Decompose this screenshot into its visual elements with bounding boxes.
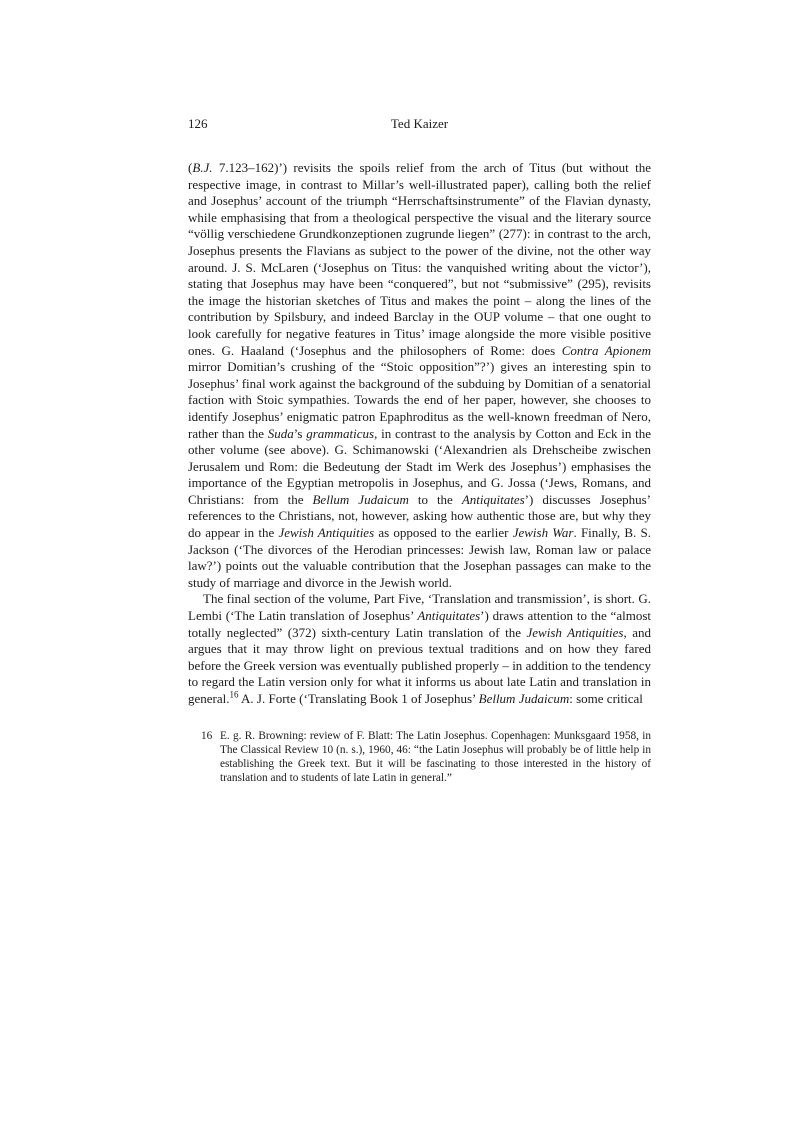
page-number: 126	[188, 116, 208, 131]
text-run: Jewish Antiquities,	[526, 624, 627, 640]
text-run: Suda	[267, 425, 294, 441]
running-head: Ted Kaizer	[390, 116, 449, 131]
text-run: ’) draws attention to the “almost totally neglected” (372) sixth-century Latin translation of the	[188, 608, 651, 640]
footnote	[188, 729, 651, 786]
footnote-reference: 16	[229, 689, 239, 700]
text-run: . Finally, B. S. Jackson (‘The divorces of the Herodian princesses: Jewish law, Roman law or palace law?’) points out the valuable contribution that the Josephan passages can make to the study of marriage and divorce in the Jewish world.	[188, 525, 651, 590]
text-run: 7.123–162)’) revisits the spoils relief from the arch of Titus (but without the respective image, in contrast to Millar’s well-illustrated paper), calling both the relief and Josephus’ account of the triumph “Herrschaftsinstrumente” of the Flavian dynasty, while emphasising that from a theological perspective the visual and the literary source “völlig verschiedene Grundkonzeptionen zugrunde liegen” (277): in contrast to the arch, Josephus presents the Flavians as subject to the power of the divine, not the other way around. J. S. McLaren (‘Josephus on Titus: the vanquished writing about the victor’), stating that Josephus may have been “conquered”, but not “submissive” (295), revisits the image the historian sketches of Titus and makes the point – along the lines of the contribution by Spilsbury, and indeed Barclay in the OUP volume – that one ought to look carefully for negative features in Titus’ image alongside the more visible positive ones. G. Haaland (‘Josephus and the philosophers of Rome: does	[188, 160, 651, 358]
footnotes	[188, 729, 651, 786]
text-run: A. J. Forte (‘Translating Book 1 of Josephus’	[238, 691, 479, 706]
text-run: B.J.	[192, 160, 213, 175]
body-text	[188, 160, 651, 708]
paragraph	[188, 160, 651, 591]
text-run: Jewish War	[512, 525, 574, 541]
text-run: and argues that it may throw light on previous textual traditions and on how they fared before the Greek version was eventually published properly – in addition to the tendency to regard the Latin version only for what it informs us about late Latin and translation in general.	[188, 624, 651, 706]
text-run: : some critical	[569, 691, 643, 706]
text-block	[188, 116, 651, 786]
text-run: (	[188, 160, 193, 175]
text-run: Antiquitates	[417, 608, 481, 624]
text-run: Jewish Antiquities	[278, 525, 375, 541]
text-run: Bellum Judaicum	[478, 691, 570, 706]
text-run: as opposed to the earlier	[374, 525, 513, 541]
text-run: E. g. R. Browning: review of F. Blatt: The Latin Josephus. Copenhagen: Munksgaard 1958, in The Classical Review 10 (n. s.), 1960, 46: “the Latin Josephus will probably be of little help in establishing the Greek text. But it will be fascinating to those interested in the history of translation and to students of late Latin in general.”	[220, 729, 651, 785]
text-run: , in contrast to the analysis by Cotton and Eck in the other volume (see above). G. Schimanowski (‘Alexandrien als Drehscheibe zwischen Jerusalem und Rom: die Bedeutung der Stadt im Werk des Josephus’) emphasises the importance of the Egyptian metropolis in Josephus, and G. Jossa (‘Jews, Romans, and Christians: from the	[188, 425, 652, 507]
text-run: to the	[408, 491, 462, 507]
text-run: grammaticus	[306, 425, 375, 441]
paragraph	[188, 591, 651, 707]
text-run: Contra Apionem	[561, 342, 651, 358]
text-run: The final section of the volume, Part Five, ‘Translation and transmission’, is short. G. Lembi (‘The Latin translation of Josephus’	[188, 591, 651, 624]
text-run: ’) discusses Josephus’ references to the Christians, not, however, asking how authentic those are, but why they do appear in the	[188, 491, 651, 541]
text-run: mirror Domitian’s crushing of the “Stoic opposition”?’) gives an interesting spin to Josephus’ final work against the background of the subduing by Domitian of a senatorial faction with Stoic sympathies. Towards the end of her paper, however, she chooses to identify Josephus’ enigmatic patron Epaphroditus as the well-known freedman of Nero, rather than the	[188, 359, 651, 441]
text-run: Antiquitates	[461, 491, 525, 507]
footnote-text	[220, 729, 651, 786]
text-run: Bellum Judaicum	[312, 491, 409, 507]
footnote-number: 16	[201, 729, 213, 742]
text-run: ’s	[293, 425, 307, 441]
page-header	[188, 116, 651, 133]
